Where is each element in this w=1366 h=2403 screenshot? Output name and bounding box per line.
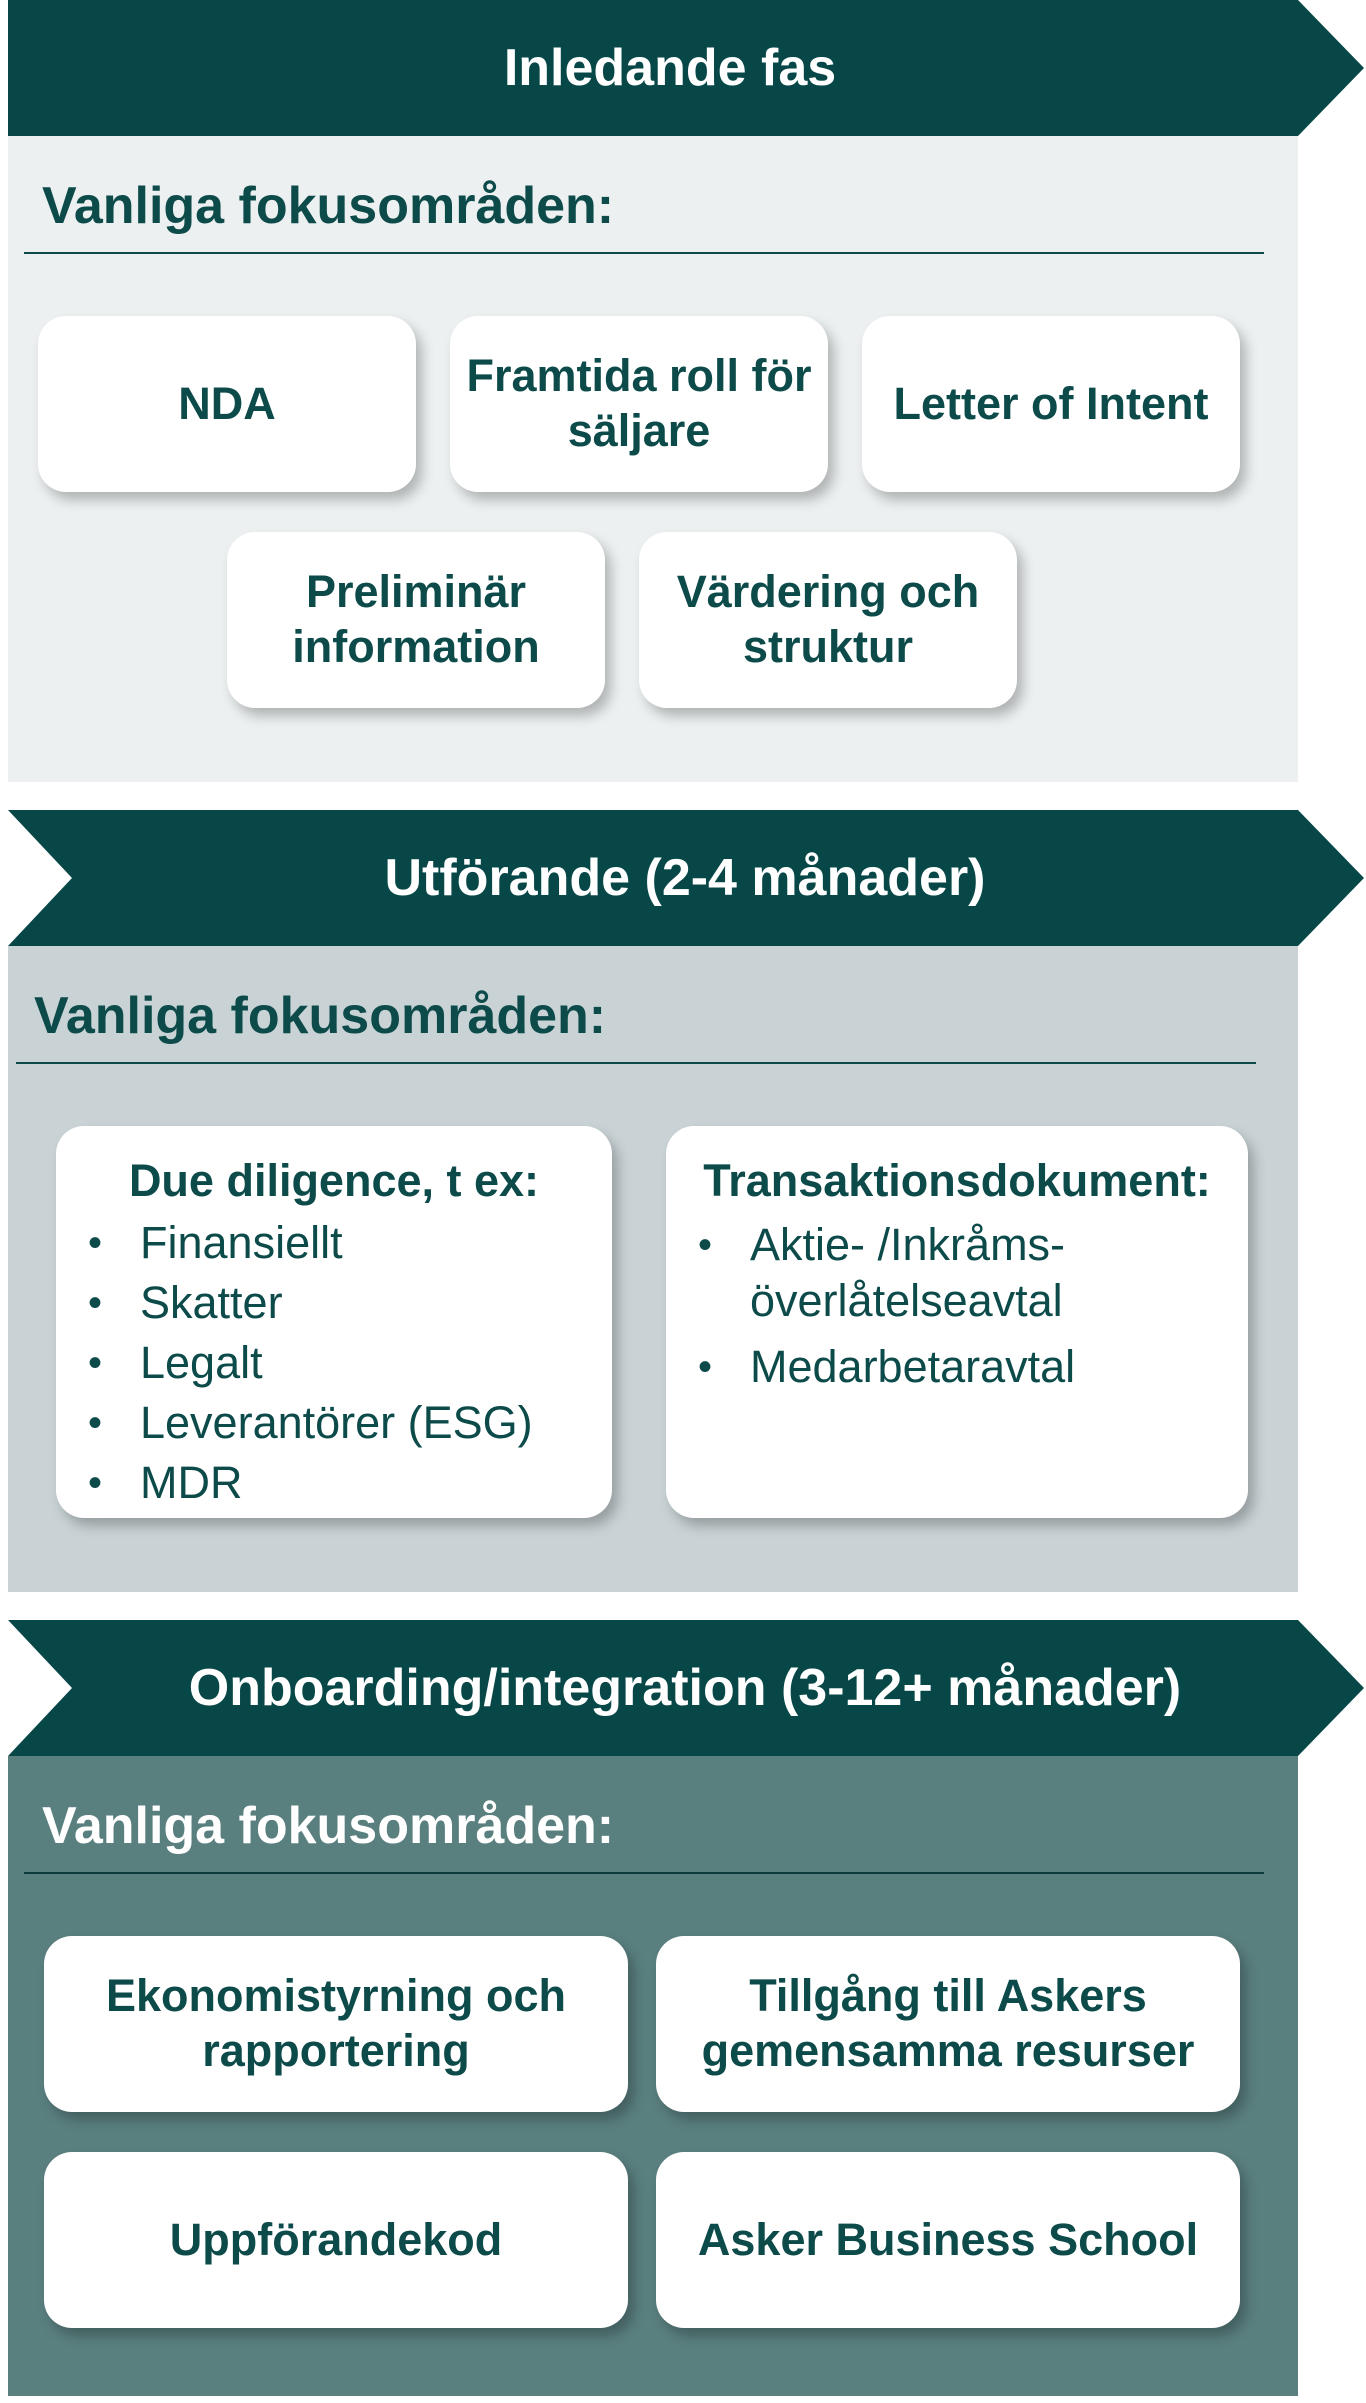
phase-1-banner: [0, 0, 1366, 136]
due-diligence-title: Due diligence, t ex:: [128, 1155, 540, 1206]
list-item: • Leverantörer (ESG): [80, 1393, 588, 1453]
phase-2-title: Utförande (2-4 månader): [384, 849, 986, 907]
phase-1-title: Inledande fas: [503, 39, 837, 97]
phase-2-banner: [0, 810, 1366, 946]
bullet-icon: •: [88, 1400, 103, 1445]
focus-card-business-school: Asker Business School: [656, 2152, 1240, 2328]
focus-card-shared-resources: Tillgång till Askers gemensamma resurser: [656, 1936, 1240, 2112]
phase-2-heading: Vanliga fokusområden:: [34, 987, 607, 1045]
bullet-icon: •: [88, 1280, 103, 1325]
phase-3-panel: [8, 1756, 1298, 2396]
phase-1-heading: Vanliga fokusområden:: [42, 177, 615, 235]
focus-card-financial-control: Ekonomistyrning och rapportering: [44, 1936, 628, 2112]
focus-card-code-of-conduct: Uppförandekod: [44, 2152, 628, 2328]
focus-card-letter-of-intent: Letter of Intent: [862, 316, 1240, 492]
phase-3-banner: [0, 1620, 1366, 1756]
phase-1-divider: [24, 252, 1264, 254]
list-item: • Skatter: [80, 1273, 588, 1333]
phase-2-divider: [16, 1062, 1256, 1064]
list-item: • MDR: [80, 1453, 588, 1513]
phase-2-panel: [8, 946, 1298, 1592]
bullet-icon: •: [88, 1460, 103, 1505]
list-item: • Finansiellt: [80, 1213, 588, 1273]
bullet-icon: •: [698, 1222, 713, 1267]
list-item: • Legalt: [80, 1333, 588, 1393]
due-diligence-card: [56, 1126, 612, 1518]
transaction-docs-list: [690, 1217, 1224, 1395]
transaction-docs-card: [666, 1126, 1248, 1518]
focus-card-future-role: Framtida roll för säljare: [450, 316, 828, 492]
focus-card-nda: NDA: [38, 316, 416, 492]
phase-3-title: Onboarding/integration (3-12+ månader): [188, 1659, 1182, 1717]
phase-3-divider: [24, 1872, 1264, 1874]
bullet-icon: •: [88, 1340, 103, 1385]
list-item: • Medarbetaravtal: [690, 1339, 1224, 1395]
bullet-icon: •: [698, 1344, 713, 1389]
focus-card-valuation: Värdering och struktur: [639, 532, 1017, 708]
due-diligence-list: [80, 1213, 588, 1513]
focus-card-preliminary-info: Preliminär information: [227, 532, 605, 708]
transaction-docs-title: Transaktionsdokument:: [703, 1155, 1211, 1206]
phase-1-panel: [8, 136, 1298, 782]
phase-3-heading: Vanliga fokusområden:: [42, 1797, 615, 1855]
list-item: • Aktie- /Inkråms-överlåtelseavtal: [698, 1218, 1066, 1326]
bullet-icon: •: [88, 1220, 103, 1265]
